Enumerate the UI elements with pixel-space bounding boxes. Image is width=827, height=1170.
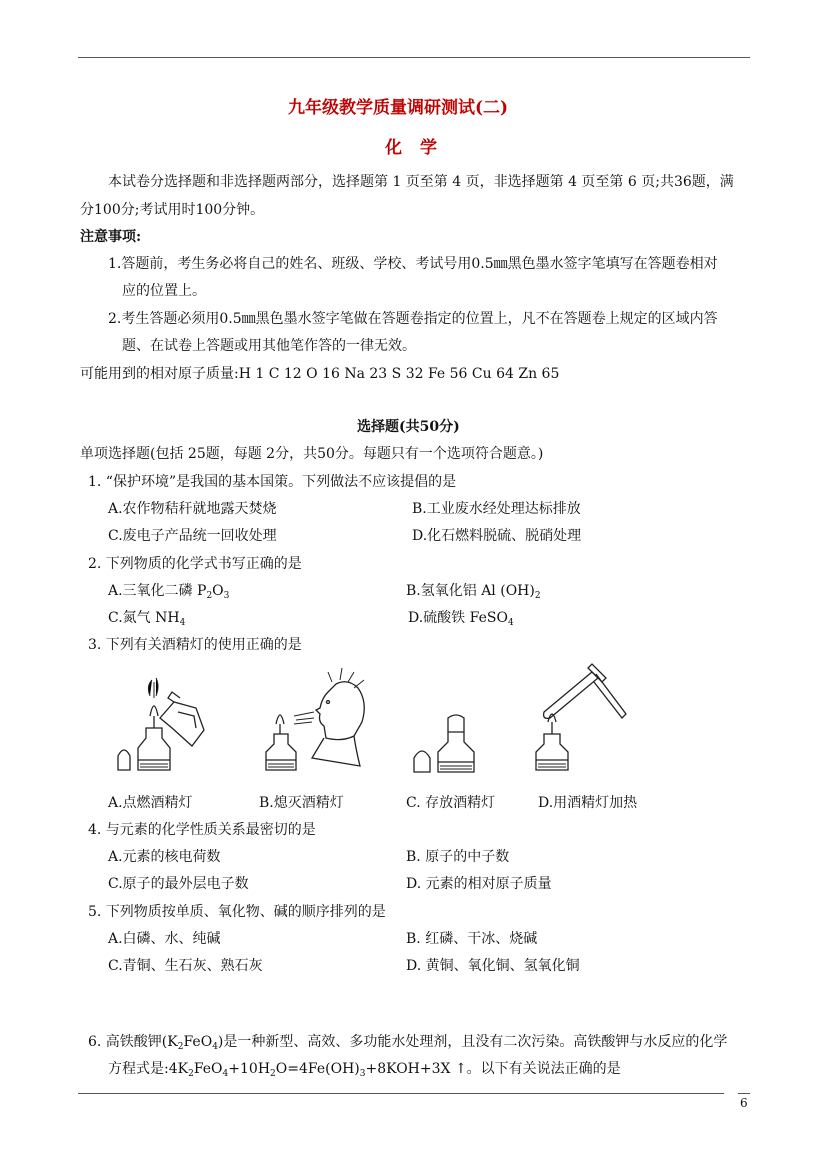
header-rule	[78, 57, 750, 58]
exam-title: 九年级教学质量调研测试(二)	[288, 98, 509, 118]
intro-line-2: 分100分;考试用时100分钟。	[80, 202, 265, 218]
q3-option-a: A.点燃酒精灯	[108, 795, 193, 811]
page-number: 6	[740, 1096, 748, 1110]
q6-stem-line-1: 6. 高铁酸钾$(K_2FeO_4)$是一种新型、高效、多功能水处理剂，且没有二次污染。高铁酸钾与水反应的化学	[88, 1034, 728, 1052]
notes-heading: 注意事项:	[80, 229, 142, 245]
q4-option-d: D. 元素的相对原子质量	[406, 876, 552, 892]
section-instructions: 单项选择题(包括 25题，每题 2分，共50分。每题只有一个选项符合题意。)	[80, 446, 544, 462]
q1-option-c: C.废电子产品统一回收处理	[108, 528, 277, 544]
q2-option-a: A.三氧化二磷 $P_2O_3$	[108, 583, 230, 601]
atomic-masses: 可能用到的相对原子质量:H 1 C 12 O 16 Na 23 S 32 Fe 56 Cu 64 Zn 65	[80, 366, 560, 382]
q3-option-d: D.用酒精灯加热	[538, 795, 638, 811]
q5-option-a: A.白磷、水、纯碱	[108, 931, 221, 947]
figure-heating-test-tube	[522, 660, 632, 778]
q5-option-d: D. 黄铜、氧化铜、氢氧化铜	[406, 958, 580, 974]
q3-option-c: C. 存放酒精灯	[406, 795, 496, 811]
q5-option-c: C.青铜、生石灰、熟石灰	[108, 958, 263, 974]
intro-line-1: 本试卷分选择题和非选择题两部分，选择题第 1 页至第 4 页，非选择题第 4 页至第 6 页;共36题，满	[108, 174, 734, 190]
q4-stem: 4. 与元素的化学性质关系最密切的是	[88, 822, 316, 838]
note-2-line-2: 题、在试卷上答题或用其他笔作答的一律无效。	[122, 338, 416, 354]
q5-option-b: B. 红磷、干冰、烧碱	[406, 931, 538, 947]
figure-lighting-lamp	[110, 668, 225, 778]
note-1-line-2: 应的位置上。	[122, 283, 206, 299]
q1-option-b: B.工业废水经处理达标排放	[412, 501, 581, 517]
q2-option-d: D.硫酸铁 FeSO$_4$	[408, 610, 514, 628]
q2-option-b: B.氢氧化铝 Al $(OH)_2$	[406, 583, 541, 601]
footer-rule	[78, 1093, 724, 1094]
note-2-line-1: 2.考生答题必须用0.5㎜黑色墨水签字笔做在答题卷指定的位置上，凡不在答题卷上规定的区域内答	[108, 311, 718, 327]
q6-stem-line-2: 方程式是$:4K_2FeO_4+10H_2O=4Fe(OH)_3+8KOH+3X$ ↑。以下有关说法正确的是	[108, 1061, 621, 1079]
q2-option-c: C.氮气 $NH_4$	[108, 610, 186, 628]
q3-stem: 3. 下列有关酒精灯的使用正确的是	[88, 637, 302, 653]
section-heading: 选择题(共50分)	[357, 419, 460, 435]
figure-blowing-out-lamp	[258, 662, 378, 778]
figure-storing-lamp	[410, 708, 490, 780]
q4-option-c: C.原子的最外层电子数	[108, 876, 249, 892]
q3-option-b: B.熄灭酒精灯	[259, 795, 344, 811]
q1-stem: 1. “保护环境”是我国的基本国策。下列做法不应该提倡的是	[88, 474, 457, 490]
q5-stem: 5. 下列物质按单质、氧化物、碱的顺序排列的是	[88, 904, 386, 920]
subject-title: 化学	[385, 138, 455, 158]
note-1-line-1: 1.答题前，考生务必将自己的姓名、班级、学校、考试号用0.5㎜黑色墨水签字笔填写在答题卷相对	[108, 256, 718, 272]
q4-option-b: B. 原子的中子数	[406, 849, 510, 865]
q1-option-d: D.化石燃料脱硫、脱硝处理	[412, 528, 582, 544]
q1-option-a: A.农作物秸秆就地露天焚烧	[108, 501, 277, 517]
page-number-rule	[738, 1093, 750, 1094]
q2-stem: 2. 下列物质的化学式书写正确的是	[88, 556, 302, 572]
q4-option-a: A.元素的核电荷数	[108, 849, 221, 865]
